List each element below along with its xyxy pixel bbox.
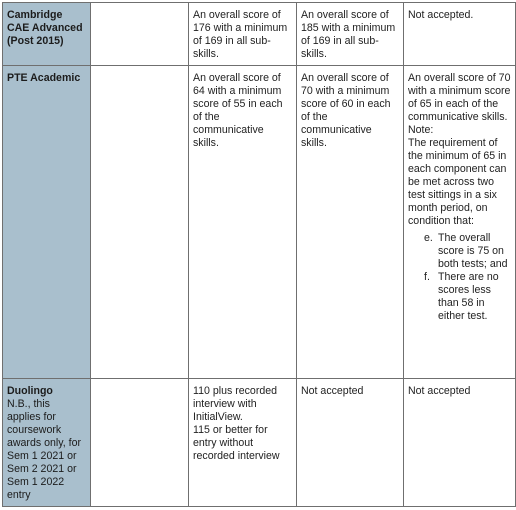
empty-cell [91,3,189,66]
requirement-text: 110 plus recorded interview with InitialView. [193,385,278,423]
english-requirements-table [2,2,516,507]
requirement-text: 115 or better for entry without recorded interview [193,424,280,462]
requirement-cell: An overall score of 64 with a minimum score of 55 in each of the communicative skills. [189,66,297,379]
table-row [3,379,516,507]
requirement-cell: Not accepted [404,379,516,507]
note-text: The requirement of the minimum of 65 in each component can be met across two test sittings in a six month period, on condition that: [408,137,507,227]
list-marker: e. [424,232,433,244]
test-name: Duolingo [7,385,53,397]
requirement-text: An overall score of 70 with a minimum score of 65 in each of the communicative skills. [408,72,511,123]
test-name-cell [3,379,91,507]
requirement-cell: An overall score of 70 with a minimum score of 60 in each of the communicative skills. [297,66,404,379]
empty-cell [91,66,189,379]
list-item [424,232,511,271]
test-name: Cambridge CAE Advanced (Post 2015) [7,9,83,47]
table-row [3,66,516,379]
list-item [424,271,511,323]
test-name-cell [3,66,91,379]
test-name: PTE Academic [7,72,81,84]
list-marker: f. [424,271,430,283]
requirement-cell: Not accepted. [404,3,516,66]
table-row [3,3,516,66]
test-name-cell [3,3,91,66]
requirement-cell: An overall score of 185 with a minimum of 169 in all sub-skills. [297,3,404,66]
requirement-cell [404,66,516,379]
test-note: N.B., this applies for coursework awards only, for Sem 1 2021 or Sem 2 2021 or Sem 1 2022 entry [7,398,81,501]
empty-cell [91,379,189,507]
condition-text: The overall score is 75 on both tests; and [438,232,508,270]
requirement-cell [189,379,297,507]
note-label: Note: [408,124,434,136]
condition-list [408,232,511,323]
condition-text: There are no scores less than 58 in either test. [438,271,499,322]
requirement-cell: An overall score of 176 with a minimum of 169 in all sub-skills. [189,3,297,66]
requirement-cell: Not accepted [297,379,404,507]
